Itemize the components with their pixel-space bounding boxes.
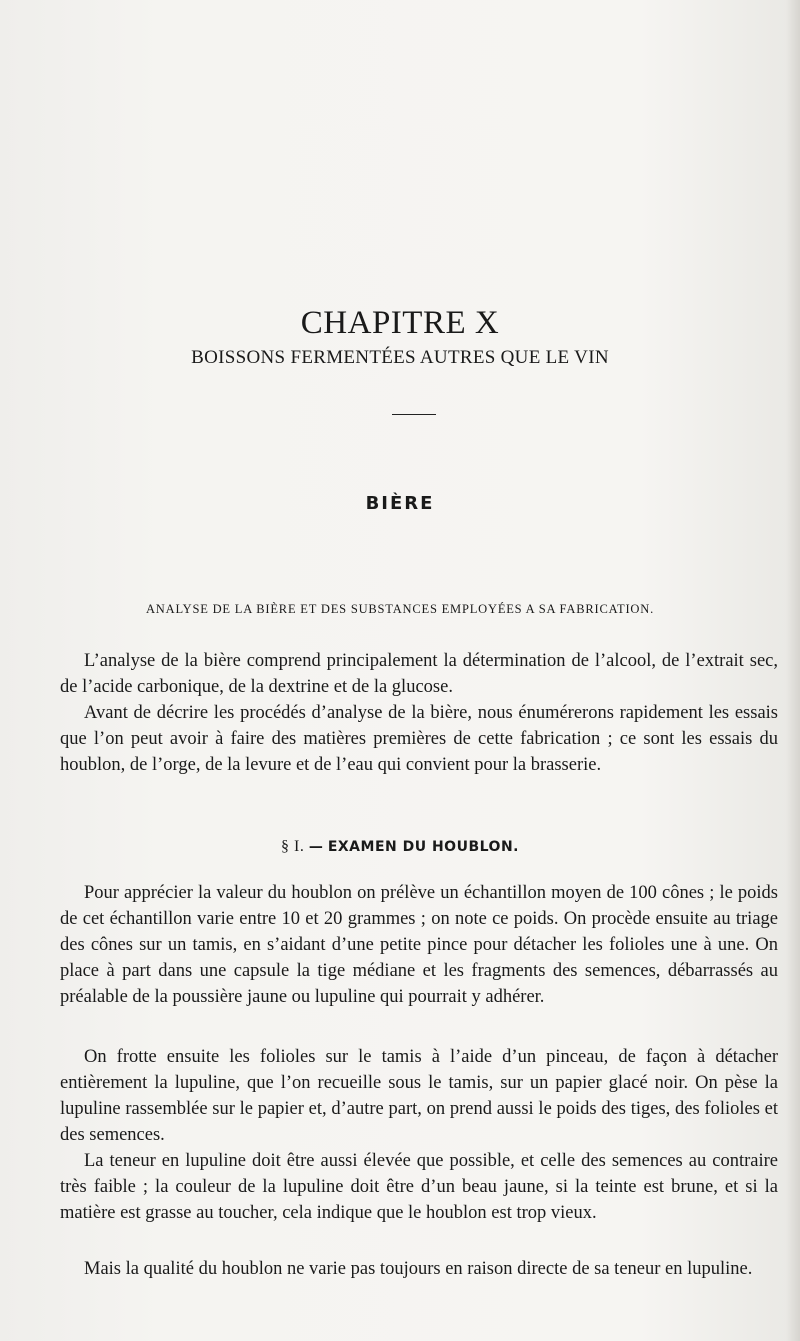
page-gutter-shadow bbox=[786, 0, 800, 1341]
title-divider bbox=[392, 414, 436, 415]
chapter-title: CHAPITRE X bbox=[300, 305, 500, 342]
houblon-paragraph-1 bbox=[60, 880, 778, 1010]
intro-paragraph-2 bbox=[60, 700, 778, 778]
intro-paragraph-1 bbox=[60, 648, 778, 700]
houblon-paragraph-3 bbox=[60, 1148, 778, 1226]
houblon-paragraph-4 bbox=[60, 1256, 778, 1282]
paragraph-text: Pour apprécier la valeur du houblon on prélève un échantillon moyen de 100 cônes ; le poids de cet échantillon varie entre 10 et 20 grammes ; on note ce poids. On procède ensuite au triage des cônes sur un tamis, en s’aidant d’une petite pince pour détacher les folioles une à une. On place à part dans une capsule la tige médiane et les fragments des semences, débarrassés au préalable de la poussière jaune ou lupuline qui pourrait y adhérer. bbox=[60, 883, 778, 1007]
subsection-heading bbox=[0, 838, 800, 856]
paragraph-text: La teneur en lupuline doit être aussi élevée que possible, et celle des semences au contraire très faible ; la couleur de la lupuline doit être d’un beau jaune, si la teinte est brune, et si la matière est grasse au toucher, cela indique que le houblon est trop vieux. bbox=[60, 1151, 778, 1223]
paragraph-text: Mais la qualité du houblon ne varie pas toujours en raison directe de sa teneur en lupuline. bbox=[84, 1259, 753, 1279]
paragraph-text: On frotte ensuite les folioles sur le tamis à l’aide d’un pinceau, de façon à détacher entièrement la lupuline, que l’on recueille sous le tamis, sur un papier glacé noir. On pèse la lupuline rassemblée sur le papier et, d’autre part, on prend aussi le poids des tiges, des folioles et des semences. bbox=[60, 1047, 778, 1145]
section-title: BIÈRE bbox=[365, 492, 435, 514]
subsection-title: EXAMEN DU HOUBLON. bbox=[327, 839, 519, 855]
subsection-dash: — bbox=[308, 839, 324, 855]
section-caption: ANALYSE DE LA BIÈRE ET DES SUBSTANCES EMPLOYÉES A SA FABRICATION. bbox=[145, 602, 654, 616]
chapter-subtitle: BOISSONS FERMENTÉES AUTRES QUE LE VIN bbox=[191, 347, 609, 368]
houblon-paragraph-2 bbox=[60, 1044, 778, 1148]
paragraph-text: Avant de décrire les procédés d’analyse de la bière, nous énumérerons rapidement les essais que l’on peut avoir à faire des matières premières de cette fabrication ; ce sont les essais du houblon, de l’orge, de la levure et de l’eau qui convient pour la brasserie. bbox=[60, 703, 778, 775]
paragraph-text: L’analyse de la bière comprend principalement la détermination de l’alcool, de l’extrait sec, de l’acide carbonique, de la dextrine et de la glucose. bbox=[60, 651, 778, 697]
section-symbol: § I. bbox=[281, 838, 305, 855]
